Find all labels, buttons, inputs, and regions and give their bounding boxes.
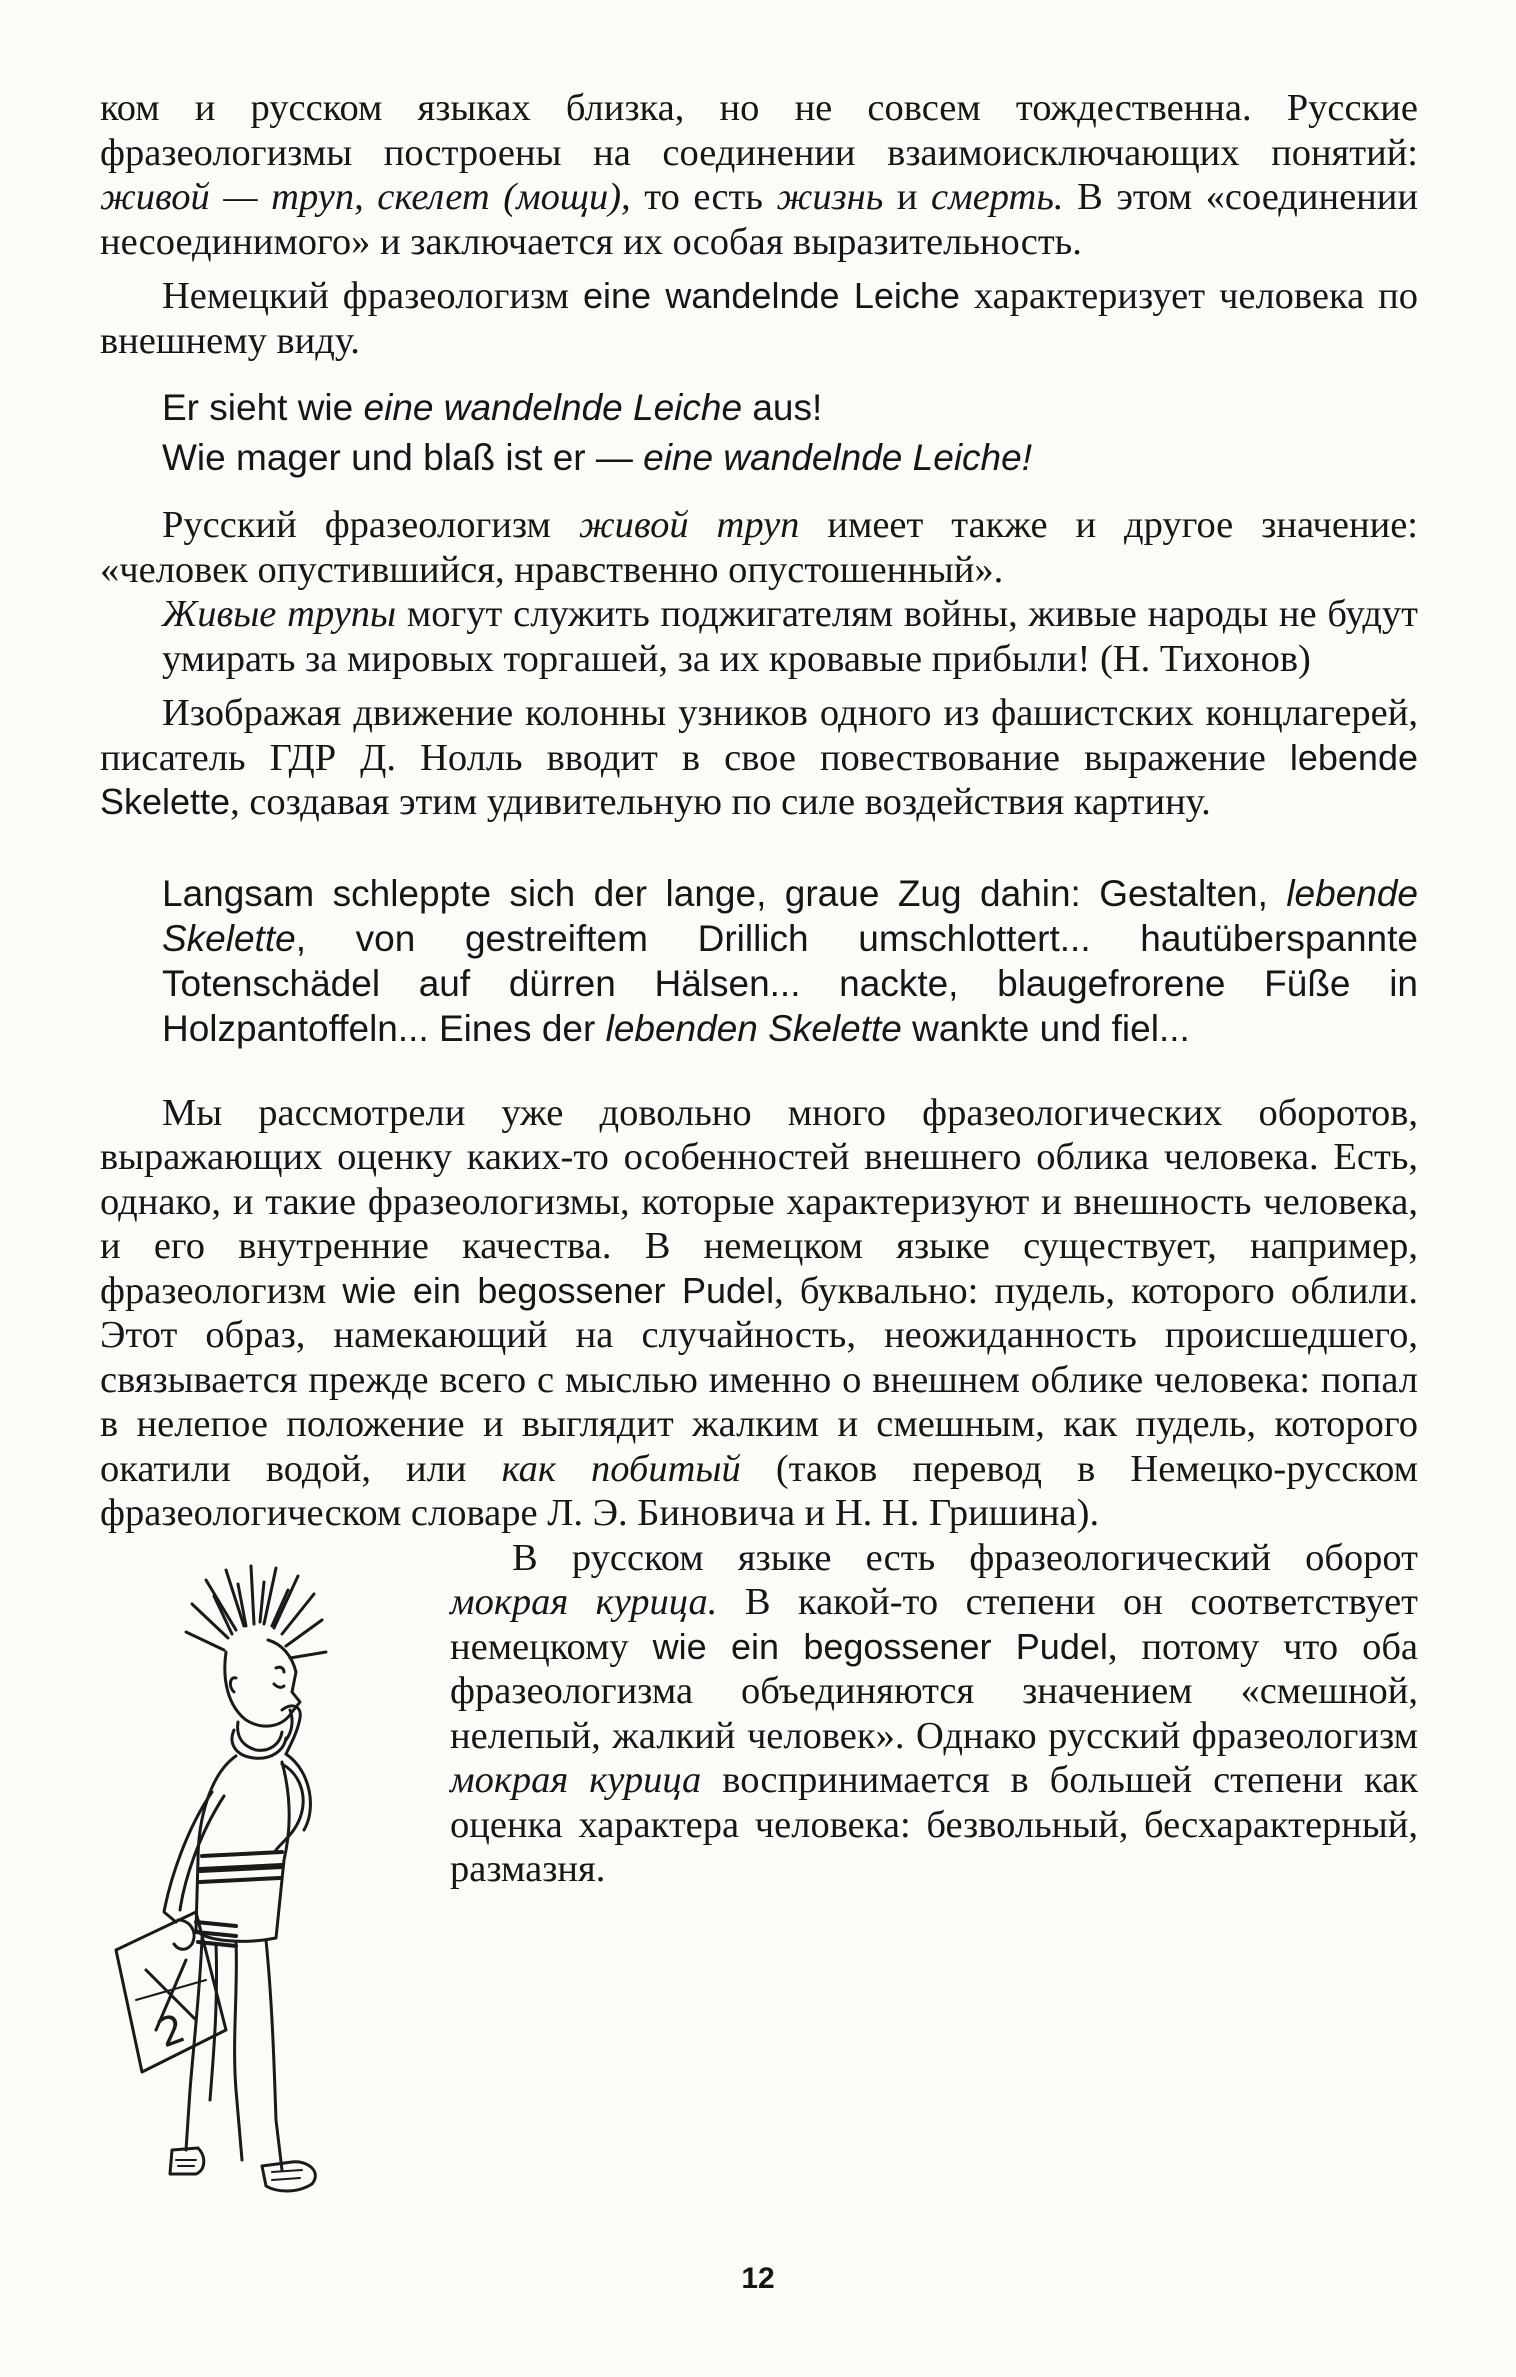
hair-icon [186, 1566, 326, 1658]
illustration-wet-boy [86, 1560, 436, 2220]
boy-drawing [86, 1560, 436, 2220]
page-body [100, 86, 1418, 2220]
paragraph-german-phrase: Немецкий фразеологизм eine wandelnde Leiche характеризует человека по внешнему виду. [100, 275, 1418, 362]
example-block-1 [100, 383, 1418, 483]
paragraph-pudel: Мы рассмотрели уже довольно много фразеологических оборотов, выражающих оценку каких-то особенностей внешнего облика человека. Есть, однако, и такие фразеологизмы, которые характеризуют и внешность человека, и его внутренние качества. В немецком языке существует, например, фразеологизм wie ein begossener Pudel, буквально: пудель, которого облили. Этот образ, намекающий на случайность, неожиданность происшедшего, связывается прежде всего с мыслью именно о внешнем облике человека: попал в нелепое положение и выглядит жалким и смешным, как пудель, которого окатили водой, или как побитый (таков перевод в Немецко-русском фразеологическом словаре Л. Э. Биновича и Н. Н. Гришина). [100, 1091, 1418, 1534]
paragraph-kuritsa: В русском языке есть фразеологический оборот мокрая курица. В какой-то степени он соответствует немецкому wie ein begossener Pudel, потому что оба фразеологизма объединяются значением «смешной, нелепый, жалкий человек». Однако русский фразеологизм мокрая курица воспринимается в большей степени как оценка характера человека: безвольный, бесхарактерный, размазня. [450, 1536, 1418, 1890]
paragraph-noll: Изображая движение колонны узников одного из фашистских концлагерей, писатель ГДР Д. Нолль вводит в свое повествование выражение lebende Skelette, создавая этим удивительную по силе воздействия картину. [100, 692, 1418, 823]
page-number: 12 [741, 2262, 775, 2295]
section-pudel [100, 1091, 1418, 2057]
paragraph-russian-phrase: Русский фразеологизм живой труп имеет также и другое значение: «человек опустившийся, нравственно опустошенный». [100, 504, 1418, 591]
paragraph-intro: ком и русском языках близка, но не совсем тождественна. Русские фразеологизмы построены на соединении взаимоисключающих понятий: живой — труп, скелет (мощи), то есть жизнь и смерть. В этом «соединении несоединимого» и заключается их особая выразительность. [100, 87, 1418, 263]
quote-noll: Langsam schleppte sich der lange, graue Zug dahin: Gestalten, lebende Skelette, von gestreiftem Drillich umschlottert... hautüberspannte Totenschädel auf dürren Hälsen... nackte, blaugefrorene Füße in Holzpantoffeln... Eines der lebenden Skelette wankte und fiel... [162, 872, 1418, 1049]
example-line-2: Wie mager und blaß ist er — eine wandelnde Leiche! [162, 437, 1032, 478]
example-line-1: Er sieht wie eine wandelnde Leiche aus! [162, 387, 823, 428]
paper-mark: 2 [151, 2004, 192, 2057]
quote-tikhonov: Живые трупы могут служить поджигателям войны, живые народы не будут умирать за мировых торгашей, за их кровавые прибыли! (Н. Тихонов) [162, 593, 1418, 680]
